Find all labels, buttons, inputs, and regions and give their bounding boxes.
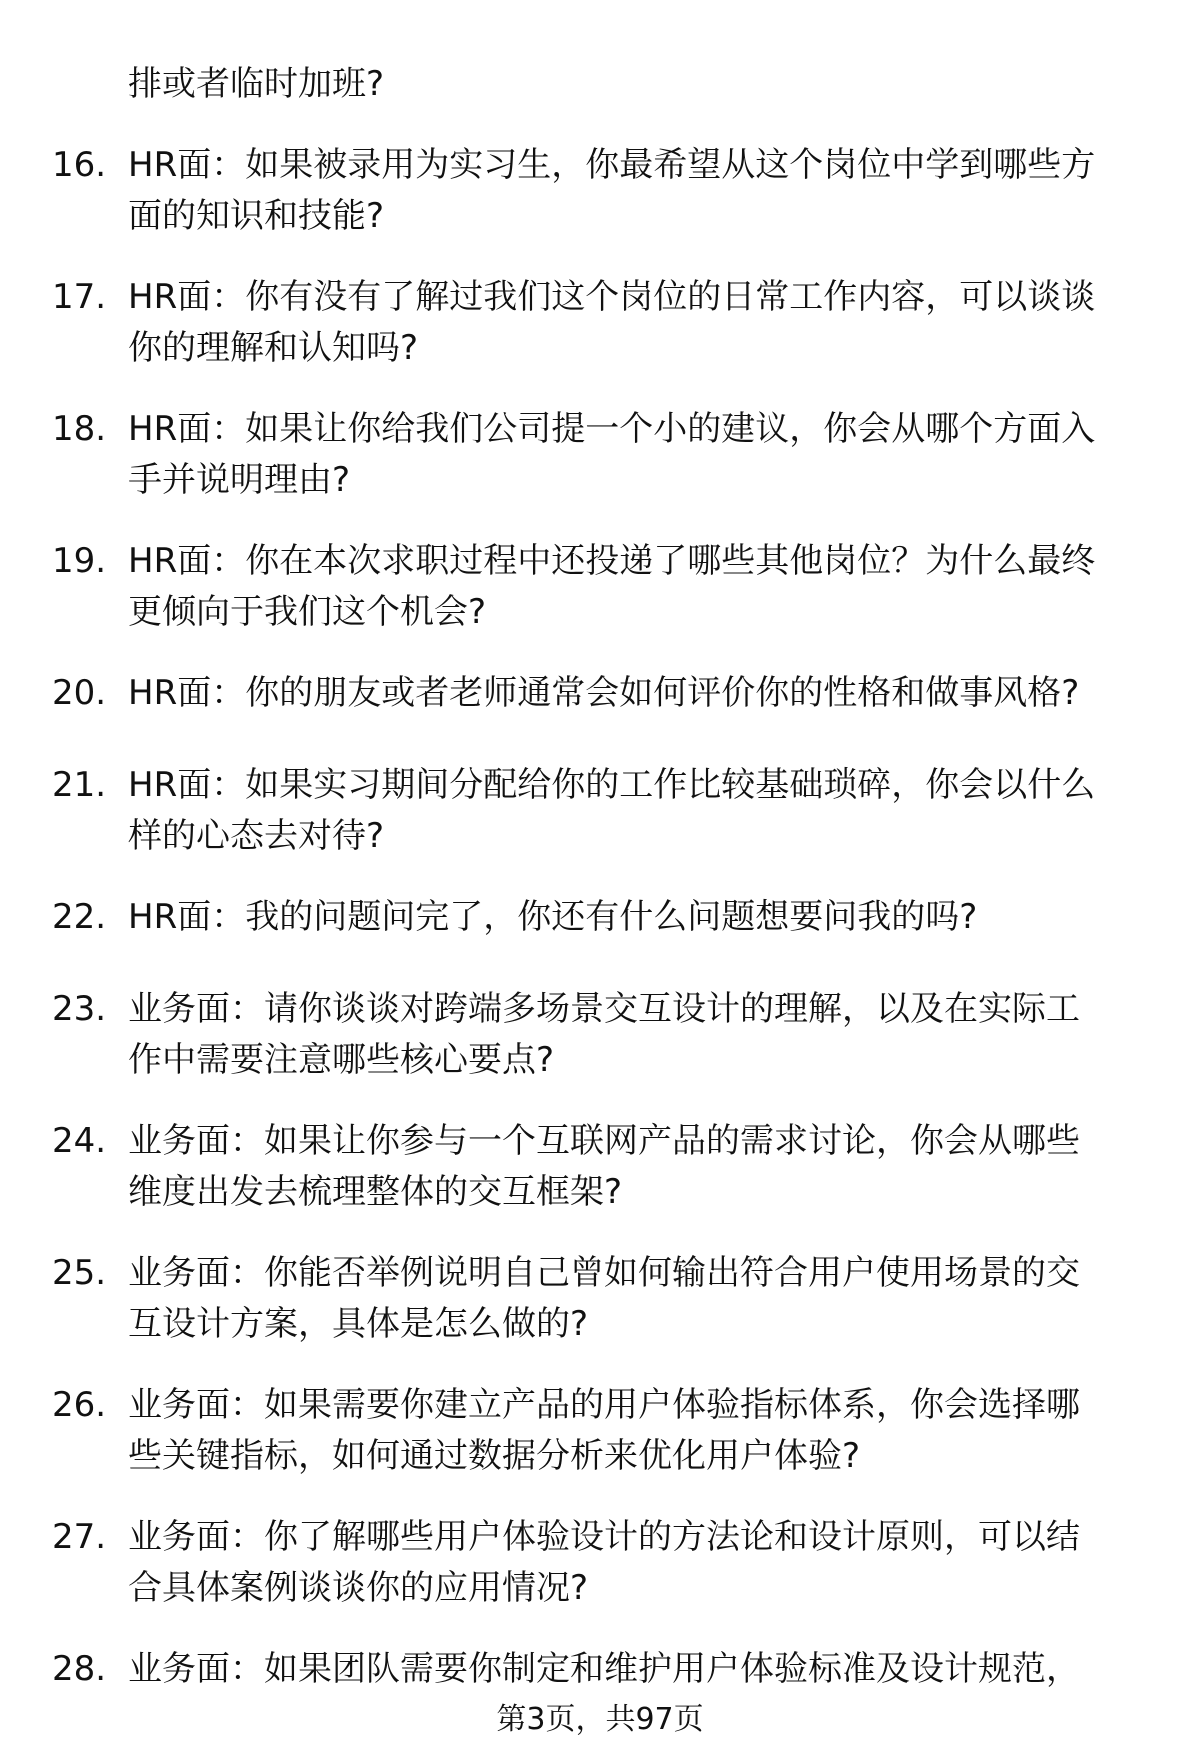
continued-question-text: 排或者临时加班? bbox=[128, 64, 385, 104]
question-line: 业务面：如果需要你建立产品的用户体验指标体系，你会选择哪 bbox=[128, 1385, 1080, 1425]
question-line: 些关键指标，如何通过数据分析来优化用户体验? bbox=[128, 1436, 861, 1476]
question-line: 业务面：如果团队需要你制定和维护用户体验标准及设计规范， bbox=[128, 1649, 1080, 1689]
list-item bbox=[0, 668, 1200, 760]
question-line: 维度出发去梳理整体的交互框架? bbox=[128, 1172, 623, 1212]
list-item bbox=[0, 1380, 1200, 1512]
list-item bbox=[0, 404, 1200, 536]
question-number: 19. bbox=[52, 541, 107, 581]
question-line: HR面：如果让你给我们公司提一个小的建议，你会从哪个方面入 bbox=[128, 409, 1096, 449]
question-line: 作中需要注意哪些核心要点? bbox=[128, 1040, 555, 1080]
question-number: 17. bbox=[52, 277, 107, 317]
question-text bbox=[128, 1116, 1148, 1218]
question-list bbox=[0, 140, 1200, 1704]
question-line: HR面：你有没有了解过我们这个岗位的日常工作内容，可以谈谈 bbox=[128, 277, 1096, 317]
question-number: 28. bbox=[52, 1649, 107, 1689]
question-number: 16. bbox=[52, 145, 107, 185]
question-text bbox=[128, 1644, 1148, 1695]
question-line: HR面：我的问题问完了，你还有什么问题想要问我的吗? bbox=[128, 897, 978, 937]
question-line: HR面：如果实习期间分配给你的工作比较基础琐碎，你会以什么 bbox=[128, 765, 1096, 805]
question-line: 手并说明理由? bbox=[128, 460, 351, 500]
question-line: 业务面：如果让你参与一个互联网产品的需求讨论，你会从哪些 bbox=[128, 1121, 1080, 1161]
list-item bbox=[0, 140, 1200, 272]
list-item bbox=[0, 536, 1200, 668]
question-text bbox=[128, 984, 1148, 1086]
question-number: 25. bbox=[52, 1253, 107, 1293]
question-text bbox=[128, 1248, 1148, 1350]
question-line: 样的心态去对待? bbox=[128, 816, 385, 856]
question-text bbox=[128, 1380, 1148, 1482]
question-line: HR面：你的朋友或者老师通常会如何评价你的性格和做事风格? bbox=[128, 673, 1080, 713]
question-text bbox=[128, 892, 1148, 943]
question-text bbox=[128, 140, 1148, 242]
question-line: 更倾向于我们这个机会? bbox=[128, 592, 487, 632]
question-number: 20. bbox=[52, 673, 107, 713]
list-item bbox=[0, 1512, 1200, 1644]
question-text bbox=[128, 668, 1148, 719]
list-item bbox=[0, 984, 1200, 1116]
question-line: 业务面：你了解哪些用户体验设计的方法论和设计原则，可以结 bbox=[128, 1517, 1080, 1557]
question-number: 24. bbox=[52, 1121, 107, 1161]
list-item bbox=[0, 1248, 1200, 1380]
page-footer: 第3页，共97页 bbox=[496, 1702, 704, 1737]
question-text bbox=[128, 536, 1148, 638]
question-line: 合具体案例谈谈你的应用情况? bbox=[128, 1568, 589, 1608]
question-number: 21. bbox=[52, 765, 107, 805]
question-number: 18. bbox=[52, 409, 107, 449]
question-line: HR面：如果被录用为实习生，你最希望从这个岗位中学到哪些方 bbox=[128, 145, 1096, 185]
list-item bbox=[0, 892, 1200, 984]
question-number: 27. bbox=[52, 1517, 107, 1557]
question-line: 业务面：你能否举例说明自己曾如何输出符合用户使用场景的交 bbox=[128, 1253, 1080, 1293]
list-item bbox=[0, 1116, 1200, 1248]
list-item bbox=[0, 1644, 1200, 1704]
question-number: 23. bbox=[52, 989, 107, 1029]
question-number: 26. bbox=[52, 1385, 107, 1425]
question-line: 业务面：请你谈谈对跨端多场景交互设计的理解，以及在实际工 bbox=[128, 989, 1080, 1029]
question-text bbox=[128, 760, 1148, 862]
question-text bbox=[128, 404, 1148, 506]
question-line: 你的理解和认知吗? bbox=[128, 328, 419, 368]
list-item bbox=[0, 760, 1200, 892]
question-line: HR面：你在本次求职过程中还投递了哪些其他岗位？为什么最终 bbox=[128, 541, 1096, 581]
list-item bbox=[0, 272, 1200, 404]
question-number: 22. bbox=[52, 897, 107, 937]
question-text bbox=[128, 272, 1148, 374]
question-text bbox=[128, 1512, 1148, 1614]
question-line: 互设计方案，具体是怎么做的? bbox=[128, 1304, 589, 1344]
question-line: 面的知识和技能? bbox=[128, 196, 385, 236]
